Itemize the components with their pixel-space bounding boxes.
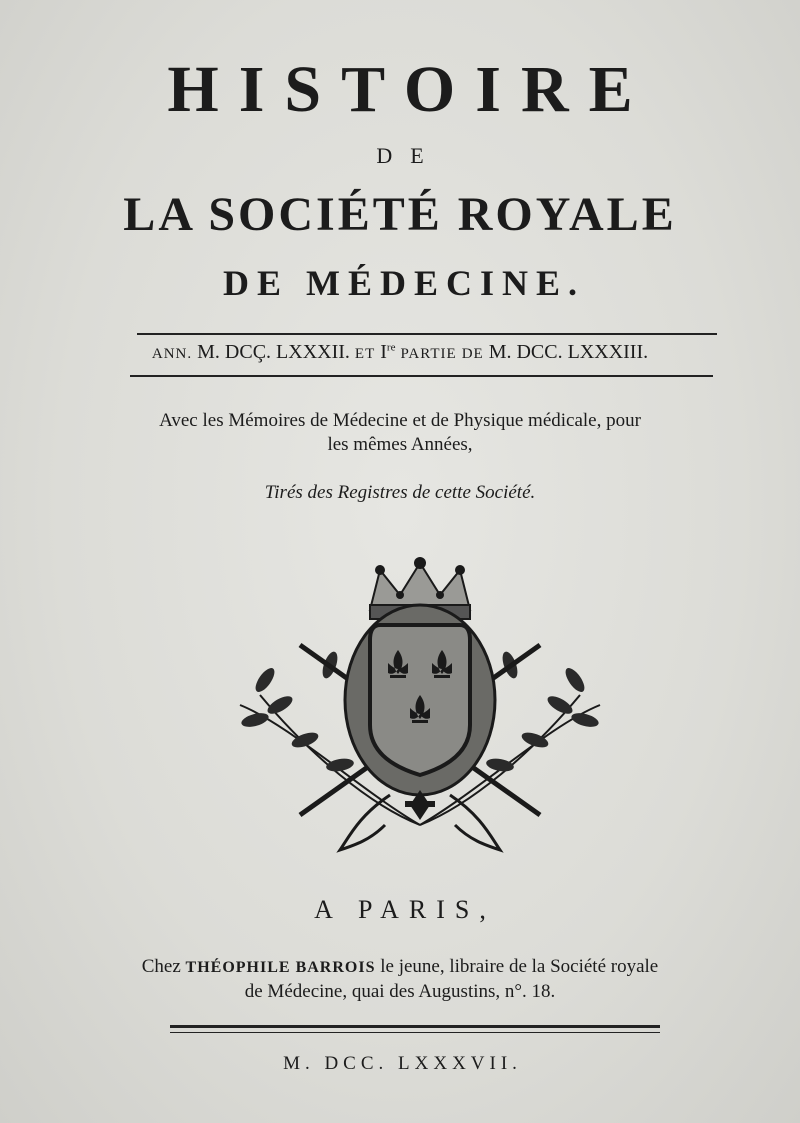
society-medicine: DE MÉDECINE. xyxy=(222,263,586,303)
place-of-publication: A PARIS, xyxy=(314,895,496,924)
society-name: LA SOCIÉTÉ ROYALE xyxy=(123,188,677,241)
years-et: ET xyxy=(354,346,376,362)
rule-lower xyxy=(130,375,713,377)
publisher-name: THÉOPHILE BARROIS xyxy=(185,959,376,976)
years-first: M. DCÇ. LXXXII. xyxy=(197,341,350,363)
publisher-line-1-rest: le jeune, libraire de la Société royale xyxy=(380,956,659,977)
rule-upper xyxy=(137,333,717,335)
years-de: DE xyxy=(461,346,484,362)
royal-coat-of-arms-emblem xyxy=(220,555,620,865)
memoirs-statement xyxy=(0,409,800,457)
rule-bottom-2 xyxy=(170,1032,660,1033)
years-ann: ANN. xyxy=(151,346,193,362)
memoirs-line-2: les mêmes Années, xyxy=(327,434,473,455)
publisher-line-1 xyxy=(0,955,800,980)
title-de: DE xyxy=(376,143,442,168)
publication-date: M. DCC. LXXXVII. xyxy=(283,1053,522,1074)
years-line xyxy=(0,341,800,364)
years-ire: Ire xyxy=(380,341,396,363)
publisher-chez: Chez xyxy=(141,956,181,977)
book-title: HISTOIRE xyxy=(167,53,653,126)
memoirs-line-1: Avec les Mémoires de Médecine et de Physique médicale, pour xyxy=(159,410,641,431)
publisher-statement xyxy=(0,955,800,1004)
years-partie: PARTIE xyxy=(400,346,457,362)
years-second: M. DCC. LXXXIII. xyxy=(488,341,649,363)
rule-bottom-1 xyxy=(170,1025,660,1028)
extracted-from: Tirés des Registres de cette Société. xyxy=(264,482,536,503)
publisher-line-2: de Médecine, quai des Augustins, n°. 18. xyxy=(244,981,556,1002)
